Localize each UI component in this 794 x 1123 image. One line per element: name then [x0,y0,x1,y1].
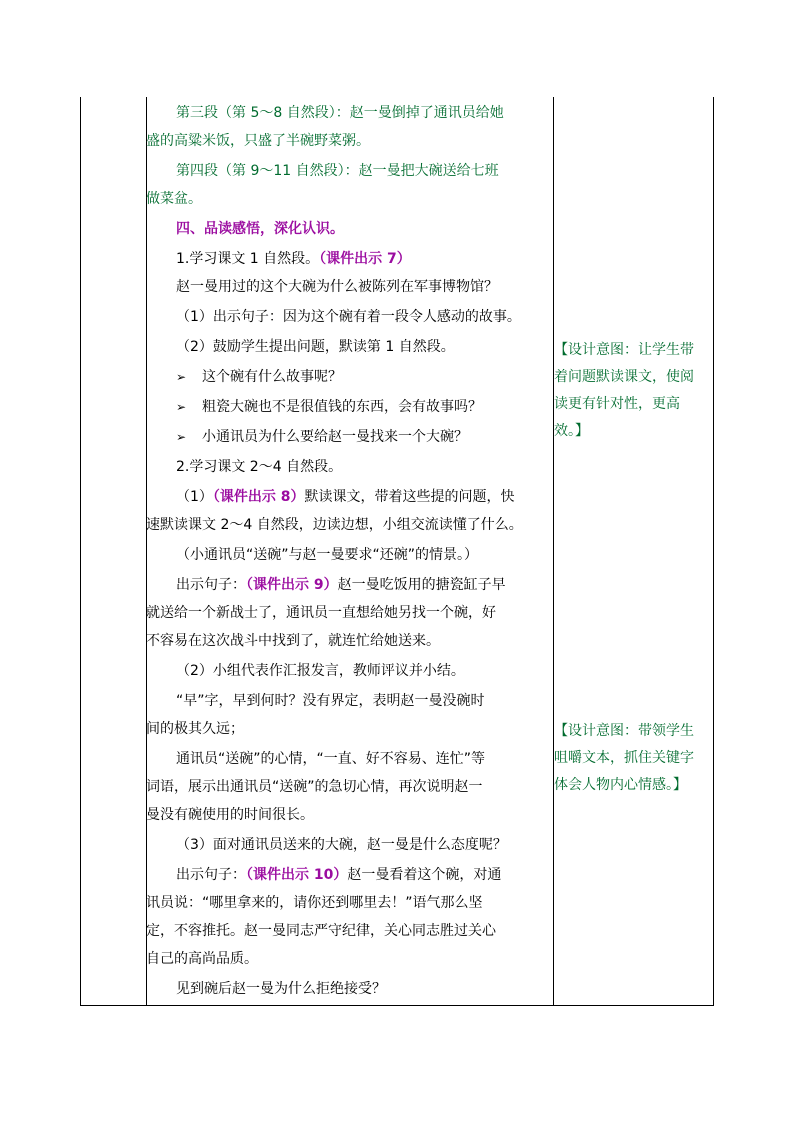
design-note-1-line: 效。】 [554,423,589,439]
design-note-1-line: 着问题默读课文，使阅 [554,369,694,385]
send-line1: 通讯员“送碗”的心情，“一直、好不容易、连忙”等 [176,751,486,767]
study1-text: 1.学习课文 1 自然段。 [176,251,320,267]
bullet-arrow-icon: ➢ [176,430,187,444]
study1-courseware: （课件出示 7） [319,251,411,267]
para4-line1: 第四段（第 9～11 自然段）：赵一曼把大碗送给七班 [176,163,499,179]
study2-line: 2.学习课文 2～4 自然段。 [176,459,343,475]
sub1-courseware: （课件出示 8） [212,489,305,505]
step2: （2）鼓励学生提出问题，默读第 1 自然段。 [176,339,455,355]
design-note-1-line: 【设计意图：让学生带 [554,342,694,358]
sub2: （2）小组代表作汇报发言，教师评议并小结。 [176,663,465,679]
study1-line [176,250,411,268]
bullet-arrow-icon: ➢ [176,400,187,414]
show-b-line3: 定，不容推托。赵一曼同志严守纪律，关心同志胜过关心 [146,923,496,939]
table-col-divider-1 [146,97,147,1006]
bullet-item-3 [176,428,468,446]
courseware9: （课件出示 9） [246,577,338,593]
design-note-1 [554,337,714,445]
zao-line2: 间的极其久远； [146,721,244,737]
sub3: （3）面对通讯员送来的大碗，赵一曼是什么态度呢？ [176,837,507,853]
send-line3: 曼没有碗使用的时间很长。 [146,807,314,823]
design-note-2-line: 体会人物内心情感。】 [554,777,687,793]
show-b-line2: 讯员说：“哪里拿来的，请你还到哪里去！”语气那么坚 [146,895,483,911]
bullet-item-1 [176,368,342,386]
bullet1-text: 这个碗有什么故事呢？ [202,369,342,385]
bullet3-text: 小通讯员为什么要给赵一曼找来一个大碗？ [202,429,468,445]
zao-line1: “早”字，早到何时？没有界定，表明赵一曼没碗时 [176,693,485,709]
courseware10: （课件出示 10） [246,867,348,883]
para3-line2: 盛的高粱米饭，只盛了半碗野菜粥。 [146,133,370,149]
lesson-table [80,97,714,1006]
table-col-divider-2 [553,97,554,1006]
table-right-border [713,97,714,1006]
show-b-prefix: 出示句子： [176,867,246,883]
bullet2-text: 粗瓷大碗也不是很值钱的东西，会有故事吗？ [202,399,482,415]
show-b-rest: 赵一曼看着这个碗，对通 [347,867,502,883]
show-a-line2: 就送给一个新战士了，通讯员一直想给她另找一个碗，好 [146,605,496,621]
show-a-line1 [176,576,506,594]
design-note-2 [554,718,714,799]
question1: 赵一曼用过的这个大碗为什么被陈列在军事博物馆？ [176,279,498,295]
show-b-line1 [176,866,501,884]
show-a-line3: 不容易在这次战斗中找到了，就连忙给她送来。 [146,633,440,649]
step1: （1）出示句子：因为这个碗有着一段令人感动的故事。 [176,309,521,325]
sub1-line2: 速默读课文 2～4 自然段，边读边想，小组交流读懂了什么。 [146,517,523,533]
show-a-rest: 赵一曼吃饭用的搪瓷缸子早 [337,577,506,593]
bullet-item-2 [176,398,482,416]
sub1-prefix: （1） [176,489,213,505]
show-a-prefix: 出示句子： [176,577,246,593]
sub1-rest: 默读课文，带着这些提的问题，快 [304,489,515,505]
para4-line2: 做菜盆。 [146,191,202,207]
table-bottom-border [80,1005,714,1006]
send-line2: 词语，展示出通讯员“送碗”的急切心情，再次说明赵一 [146,779,483,795]
bullet-arrow-icon: ➢ [176,370,187,384]
design-note-2-line: 【设计意图：带领学生 [554,723,694,739]
scene-text: （小通讯员“送碗”与赵一曼要求“还碗”的情景。） [176,547,479,563]
last-question: 见到碗后赵一曼为什么拒绝接受？ [176,981,386,997]
sub1-line1 [176,488,515,506]
section4-heading: 四、品读感悟，深化认识。 [176,221,344,237]
design-note-2-line: 咀嚼文本，抓住关键字 [554,750,694,766]
show-b-line4: 自己的高尚品质。 [146,951,258,967]
table-left-border [80,97,81,1006]
design-note-1-line: 读更有针对性，更高 [554,396,680,412]
para3-line1: 第三段（第 5～8 自然段）：赵一曼倒掉了通讯员给她 [176,105,504,121]
